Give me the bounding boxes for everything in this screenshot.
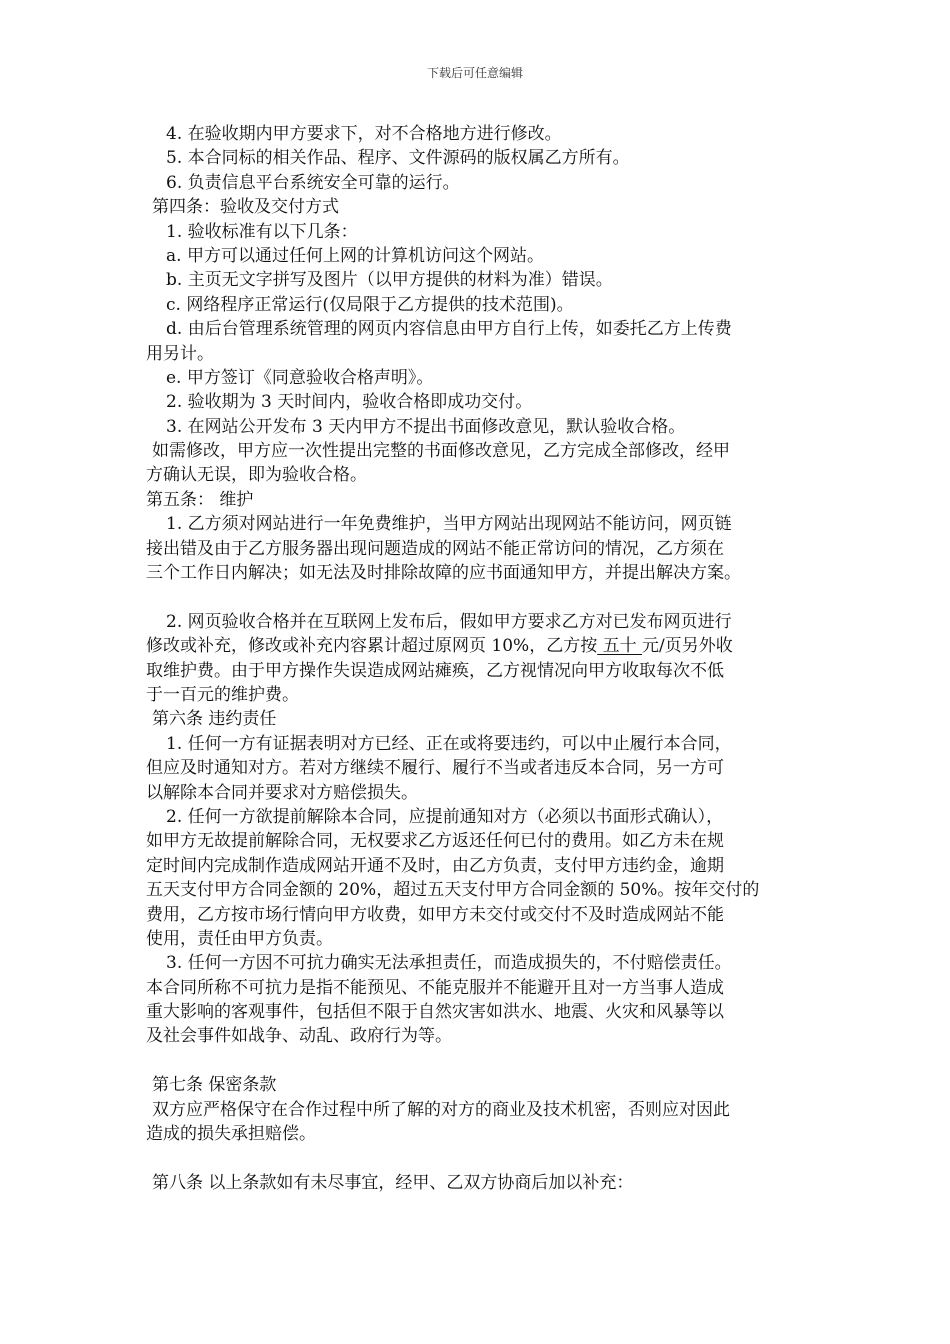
blank-line	[146, 1049, 826, 1073]
section-heading-7: 第七条 保密条款	[152, 1075, 277, 1096]
text-line: 取维护费。由于甲方操作失误造成网站瘫痪，乙方视情况向甲方收取每次不低	[146, 660, 724, 681]
text-line: 1. 验收标准有以下几条：	[166, 221, 358, 242]
text-line: 五天支付甲方合同金额的 20%，超过五天支付甲方合同金额的 50%。按年交付的	[146, 880, 760, 901]
text-line: d. 由后台管理系统管理的网页内容信息由甲方自行上传，如委托乙方上传费	[166, 319, 732, 340]
blank-line	[146, 1146, 826, 1170]
text-line: 以解除本合同并要求对方赔偿损失。	[146, 782, 418, 803]
text-line: c. 网络程序正常运行(仅局限于乙方提供的技术范围)。	[166, 294, 574, 315]
document-body	[146, 122, 826, 1195]
text-line: 定时间内完成制作造成网站开通不及时，由乙方负责，支付甲方违约金，逾期	[146, 855, 724, 876]
section-heading-5: 第五条： 维护	[146, 489, 254, 510]
text-line: 但应及时通知对方。若对方继续不履行、履行不当或者违反本合同，另一方可	[146, 758, 724, 779]
text-span: 元/页另外收	[642, 636, 733, 657]
text-line: 重大影响的客观事件，包括但不限于自然灾害如洪水、地震、火灾和风暴等以	[146, 1002, 724, 1023]
text-line: 方确认无误，即为验收合格。	[146, 465, 367, 486]
text-line: 如甲方无故提前解除合同，无权要求乙方返还任何已付的费用。如乙方未在规	[146, 831, 724, 852]
text-line: 及社会事件如战争、动乱、政府行为等。	[146, 1026, 452, 1047]
section-heading-8: 第八条 以上条款如有未尽事宜，经甲、乙双方协商后加以补充：	[152, 1172, 634, 1193]
text-line: 2. 网页验收合格并在互联网上发布后，假如甲方要求乙方对已发布网页进行	[166, 611, 732, 632]
text-line: 1. 任何一方有证据表明对方已经、正在或将要违约，可以中止履行本合同，	[166, 733, 732, 754]
text-line: 费用，乙方按市场行情向甲方收费，如甲方未交付或交付不及时造成网站不能	[146, 904, 724, 925]
text-line: 三个工作日内解决；如无法及时排除故障的应书面通知甲方，并提出解决方案。	[146, 563, 741, 584]
text-line: 6. 负责信息平台系统安全可靠的运行。	[166, 172, 460, 193]
text-span: 修改或补充，修改或补充内容累计超过原网页 10%，乙方按	[146, 636, 598, 657]
text-line: 于一百元的维护费。	[146, 684, 299, 705]
text-line: 本合同所称不可抗力是指不能预见、不能克服并不能避开且对一方当事人造成	[146, 977, 724, 998]
section-heading-6: 第六条 违约责任	[152, 709, 277, 730]
text-line: 3. 任何一方因不可抗力确实无法承担责任，而造成损失的，不付赔偿责任。	[166, 953, 732, 974]
text-line: 1. 乙方须对网站进行一年免费维护，当甲方网站出现网站不能访问，网页链	[166, 514, 732, 535]
text-line: 如需修改，甲方应一次性提出完整的书面修改意见，乙方完成全部修改，经甲	[152, 441, 730, 462]
blank-line	[146, 585, 826, 609]
text-line: e. 甲方签订《同意验收合格声明》。	[166, 367, 434, 388]
fee-amount-underlined: 五十	[597, 636, 643, 657]
page-header: 下载后可任意编辑	[426, 66, 523, 80]
section-heading-4: 第四条：验收及交付方式	[152, 197, 339, 218]
text-line: 造成的损失承担赔偿。	[146, 1124, 316, 1145]
text-line: 4. 在验收期内甲方要求下，对不合格地方进行修改。	[166, 124, 562, 144]
text-line: 接出错及由于乙方服务器出现问题造成的网站不能正常访问的情况，乙方须在	[146, 538, 724, 559]
text-line: 5. 本合同标的相关作品、程序、文件源码的版权属乙方所有。	[166, 148, 630, 169]
text-line: a. 甲方可以通过任何上网的计算机访问这个网站。	[166, 245, 544, 266]
text-line: 双方应严格保守在合作过程中所了解的对方的商业及技术机密，否则应对因此	[152, 1099, 730, 1120]
text-line: b. 主页无文字拼写及图片（以甲方提供的材料为准）错误。	[166, 270, 613, 291]
text-line: 2. 验收期为 3 天时间内，验收合格即成功交付。	[166, 392, 533, 413]
text-line	[146, 634, 826, 658]
text-line: 2. 任何一方欲提前解除本合同，应提前通知对方（必须以书面形式确认），	[166, 806, 724, 827]
text-line: 3. 在网站公开发布 3 天内甲方不提出书面修改意见，默认验收合格。	[166, 416, 686, 437]
text-line: 用另计。	[146, 343, 214, 364]
text-line: 使用，责任由甲方负责。	[146, 928, 333, 949]
